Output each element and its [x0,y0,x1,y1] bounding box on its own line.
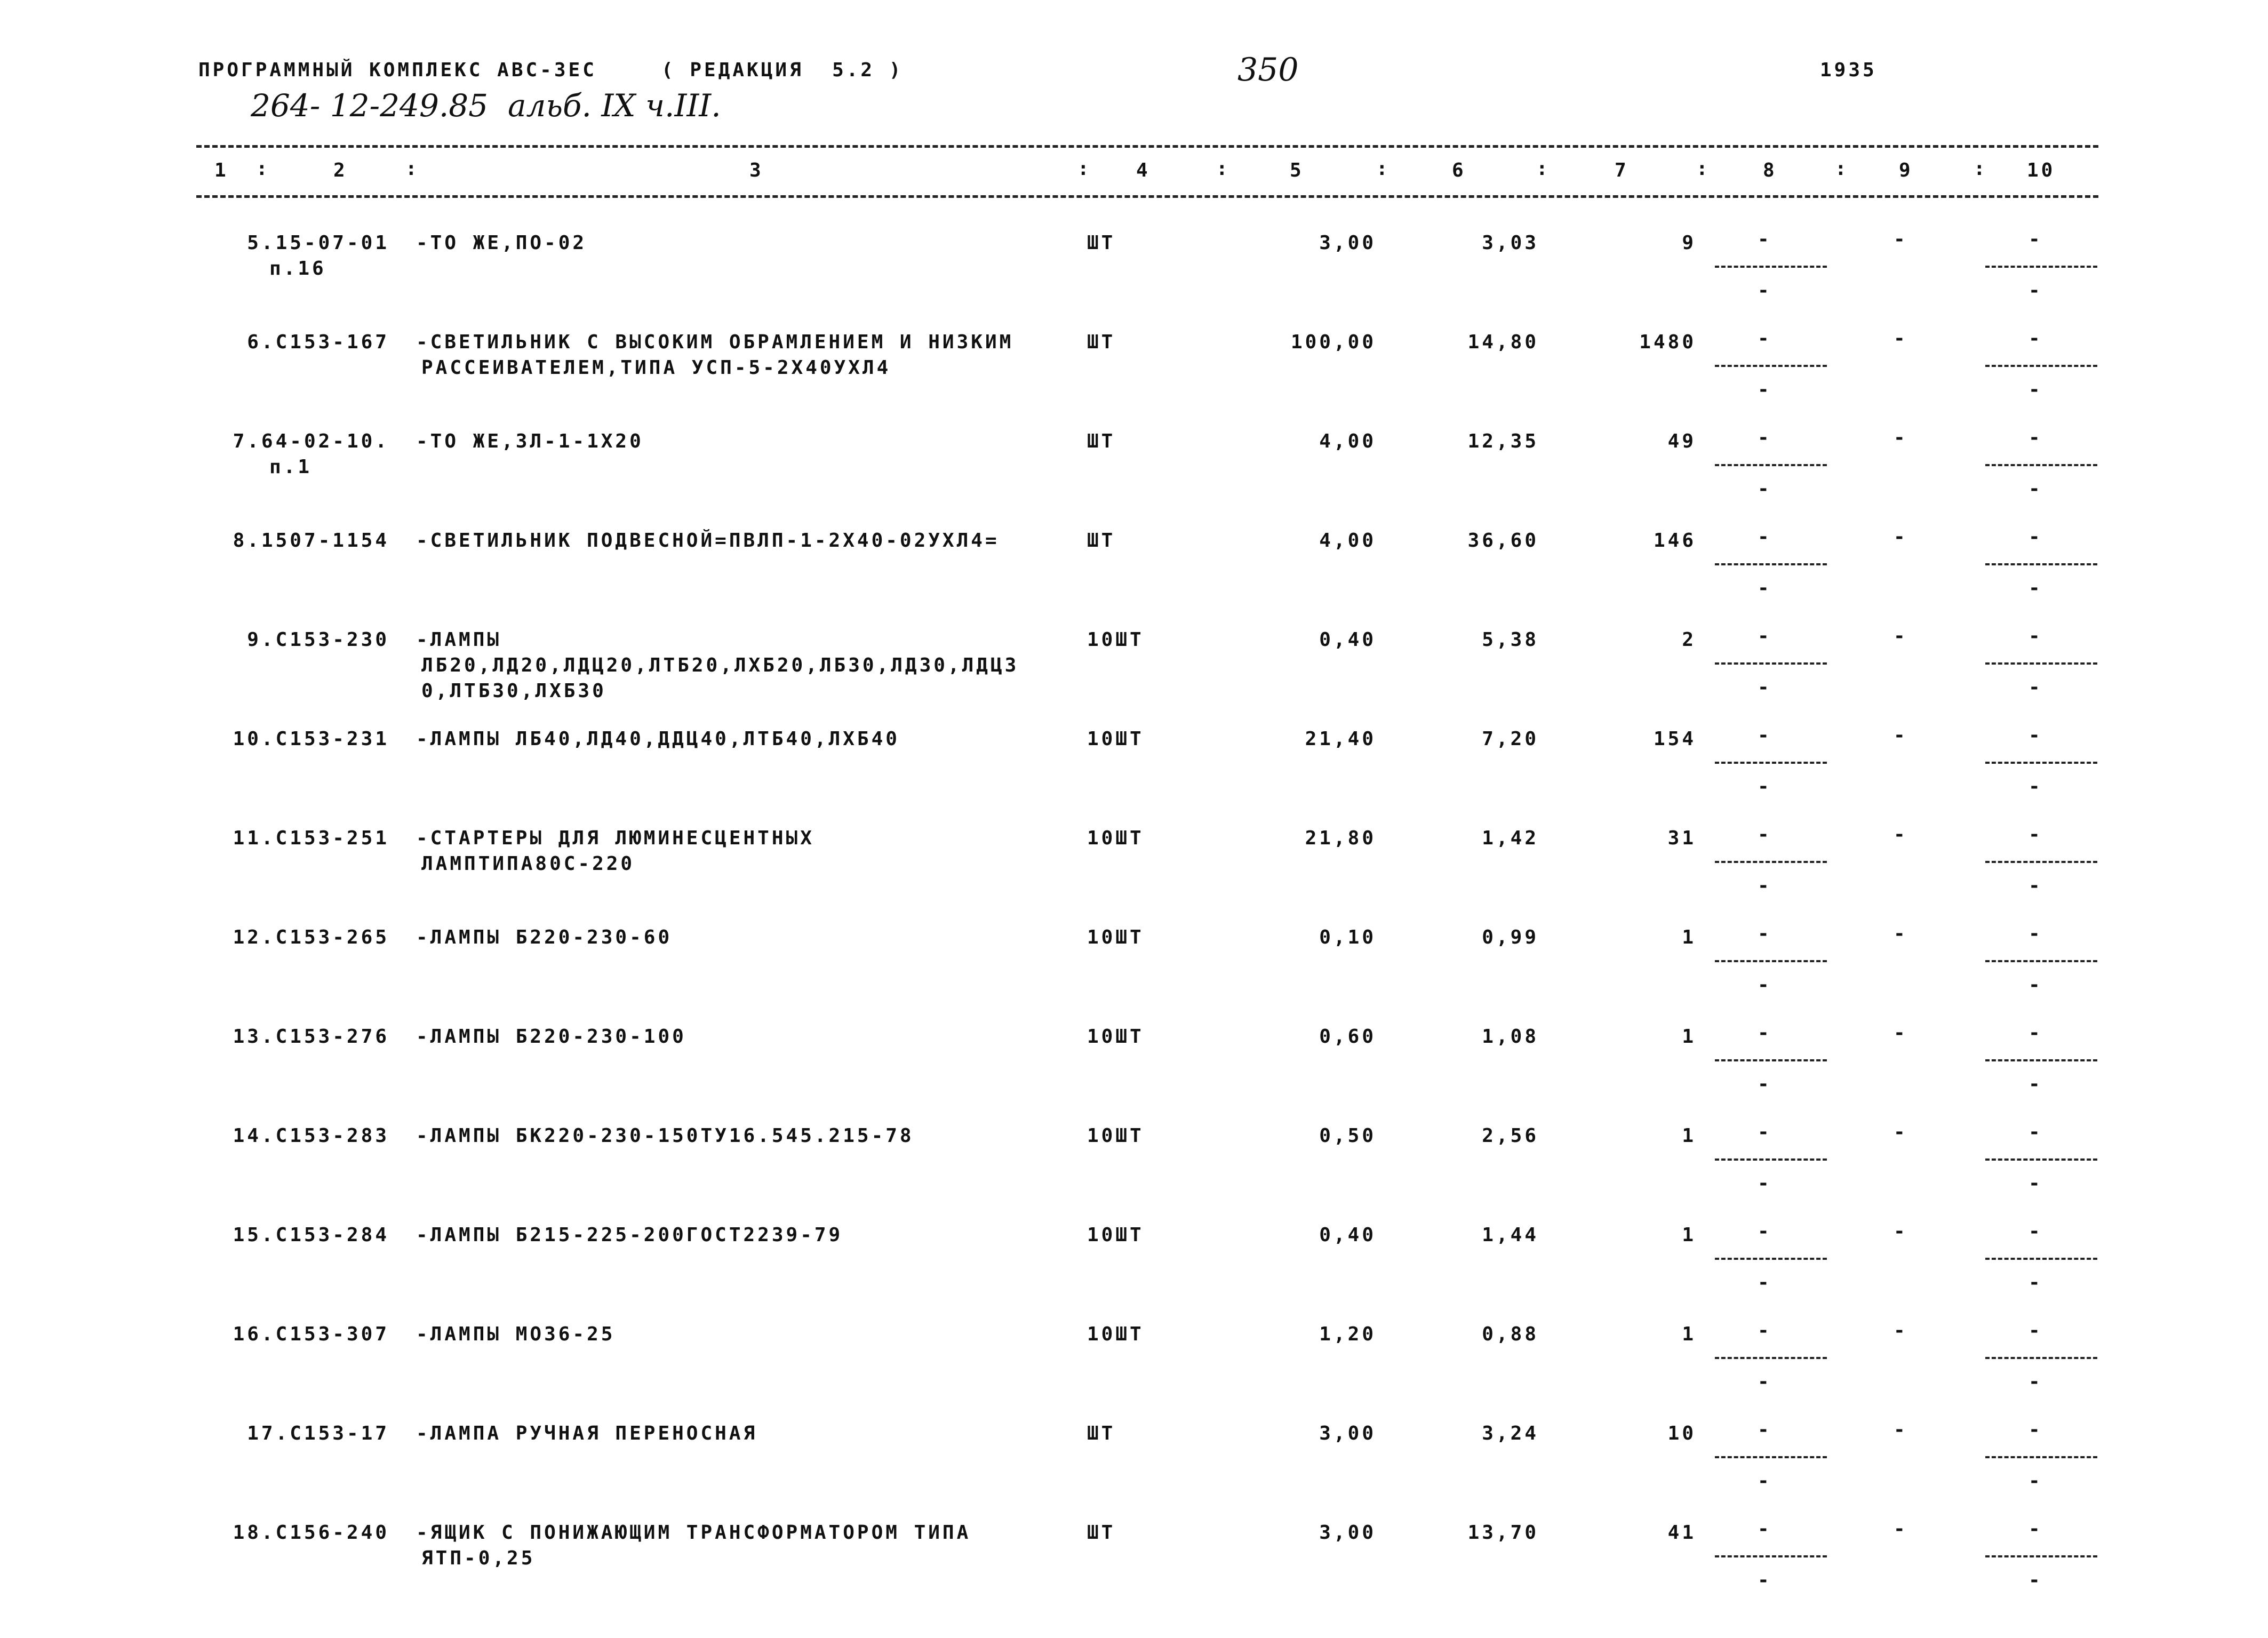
row-total: 1480 [1639,331,1696,353]
row-description: ЛАМПТИПА80С-220 [421,853,635,875]
row-position: 14.С153-283 [233,1125,389,1147]
column-separator: : [1376,158,1388,180]
col8-bottom-mark: - [1758,1371,1769,1393]
row-unit: 10ШТ [1087,1323,1144,1345]
col10-bottom-mark: - [2029,1470,2040,1492]
col10-top-mark: - [2029,427,2040,449]
row-description: ЛБ20,ЛД20,ЛДЦ20,ЛТБ20,ЛХБ20,ЛБ30,ЛД30,ЛДЦ3 [421,654,1019,676]
col8-bottom-mark: - [1758,577,1769,599]
row-unit-price: 3,24 [1482,1423,1539,1444]
col9-mark: - [1894,625,1905,647]
col10-divider [1985,1258,2097,1260]
col8-bottom-mark: - [1758,875,1769,897]
col8-top-mark: - [1758,1320,1769,1341]
row-quantity: 3,00 [1319,1423,1376,1444]
row-unit: ШТ [1087,331,1116,353]
col8-top-mark: - [1758,824,1769,845]
col9-mark: - [1894,1320,1905,1341]
row-description: -ЯЩИК С ПОНИЖАЮЩИМ ТРАНСФОРМАТОРОМ ТИПА [416,1522,971,1544]
row-position: 13.С153-276 [233,1026,389,1048]
column-header-1: 1 [214,159,229,181]
row-unit-price: 3,03 [1482,232,1539,254]
col10-divider [1985,1555,2097,1557]
document-code: 1935 [1820,59,1877,81]
col8-top-mark: - [1758,923,1769,945]
col9-mark: - [1894,526,1905,548]
col8-bottom-mark: - [1758,478,1769,500]
row-description: -ЛАМПЫ МО36-25 [416,1323,616,1345]
row-unit-price: 2,56 [1482,1125,1539,1147]
row-quantity: 4,00 [1319,530,1376,552]
row-position: 8.1507-1154 [233,530,389,552]
row-unit: 10ШТ [1087,728,1144,750]
row-description: -СТАРТЕРЫ ДЛЯ ЛЮМИНЕСЦЕНТНЫХ [416,827,814,849]
row-description: -ЛАМПЫ Б220-230-100 [416,1026,686,1048]
column-separator: : [1974,158,1985,180]
row-total: 1 [1682,1125,1696,1147]
row-description: -ТО ЖЕ,ПО-02 [416,232,587,254]
column-header-4: 4 [1136,159,1151,181]
row-unit: 10ШТ [1087,629,1144,651]
col8-divider [1715,861,1827,863]
col10-divider [1985,662,2097,665]
row-unit-price: 1,42 [1482,827,1539,849]
col8-bottom-mark: - [1758,974,1769,996]
row-total: 154 [1653,728,1696,750]
col9-mark: - [1894,327,1905,349]
row-quantity: 0,50 [1319,1125,1376,1147]
row-unit: ШТ [1087,232,1116,254]
col10-top-mark: - [2029,625,2040,647]
row-description: -ЛАМПА РУЧНАЯ ПЕРЕНОСНАЯ [416,1423,758,1444]
col8-divider [1715,1456,1827,1458]
col10-bottom-mark: - [2029,676,2040,698]
column-header-6: 6 [1452,159,1466,181]
col10-divider [1985,762,2097,764]
col8-bottom-mark: - [1758,776,1769,797]
col9-mark: - [1894,1220,1905,1242]
row-unit-price: 1,08 [1482,1026,1539,1048]
col8-top-mark: - [1758,526,1769,548]
row-total: 2 [1682,629,1696,651]
row-total: 31 [1667,827,1696,849]
col8-top-mark: - [1758,1518,1769,1540]
row-unit: ШТ [1087,530,1116,552]
column-header-2: 2 [333,159,348,181]
col10-bottom-mark: - [2029,279,2040,301]
col10-bottom-mark: - [2029,379,2040,401]
col9-mark: - [1894,1518,1905,1540]
col10-bottom-mark: - [2029,577,2040,599]
col10-divider [1985,1357,2097,1359]
col8-divider [1715,464,1827,466]
row-total: 146 [1653,530,1696,552]
row-unit: 10ШТ [1087,827,1144,849]
col8-bottom-mark: - [1758,1172,1769,1194]
row-quantity: 3,00 [1319,1522,1376,1544]
row-unit: ШТ [1087,430,1116,452]
col10-top-mark: - [2029,228,2040,250]
row-position: 9.С153-230 [247,629,389,651]
row-position: 10.С153-231 [233,728,389,750]
col9-mark: - [1894,824,1905,845]
col10-bottom-mark: - [2029,974,2040,996]
row-total: 10 [1667,1423,1696,1444]
edition-label: ( РЕДАКЦИЯ 5.2 ) [661,59,904,81]
col8-divider [1715,1158,1827,1161]
row-quantity: 3,00 [1319,232,1376,254]
col10-divider [1985,365,2097,367]
col8-bottom-mark: - [1758,676,1769,698]
col10-top-mark: - [2029,923,2040,945]
col8-divider [1715,1059,1827,1061]
column-header-5: 5 [1290,159,1304,181]
col10-top-mark: - [2029,1022,2040,1044]
header-rule-bottom [196,195,2098,198]
col8-divider [1715,365,1827,367]
col8-divider [1715,1357,1827,1359]
col10-bottom-mark: - [2029,1272,2040,1293]
row-position: 5.15-07-01 [247,232,389,254]
row-unit-price: 1,44 [1482,1224,1539,1246]
row-unit-price: 0,88 [1482,1323,1539,1345]
column-separator: : [1696,158,1708,180]
row-quantity: 21,40 [1305,728,1376,750]
row-position: 11.С153-251 [233,827,389,849]
row-unit: ШТ [1087,1423,1116,1444]
row-unit-price: 7,20 [1482,728,1539,750]
col10-divider [1985,563,2097,565]
row-quantity: 100,00 [1290,331,1376,353]
row-position: 7.64-02-10. [233,430,389,452]
col10-top-mark: - [2029,1419,2040,1441]
col8-divider [1715,762,1827,764]
col10-bottom-mark: - [2029,1371,2040,1393]
col8-divider [1715,1555,1827,1557]
col8-top-mark: - [1758,1220,1769,1242]
row-unit-price: 0,99 [1482,926,1539,948]
col10-top-mark: - [2029,1518,2040,1540]
row-description: 0,ЛТБ30,ЛХБ30 [421,680,606,702]
col10-divider [1985,1158,2097,1161]
row-description: -ЛАМПЫ Б220-230-60 [416,926,673,948]
col9-mark: - [1894,1022,1905,1044]
col8-top-mark: - [1758,724,1769,746]
column-separator: : [1835,158,1847,180]
col10-top-mark: - [2029,1220,2040,1242]
column-separator: : [1536,158,1548,180]
row-description: ЯТП-0,25 [421,1547,536,1569]
row-position: 15.С153-284 [233,1224,389,1246]
col8-top-mark: - [1758,1419,1769,1441]
row-unit-price: 14,80 [1467,331,1539,353]
row-position: 17.С153-17 [247,1423,389,1444]
row-position: 18.С156-240 [233,1522,389,1544]
row-quantity: 0,60 [1319,1026,1376,1048]
col8-divider [1715,662,1827,665]
col8-divider [1715,960,1827,962]
col9-mark: - [1894,427,1905,449]
col10-top-mark: - [2029,824,2040,845]
row-description: -ЛАМПЫ [416,629,502,651]
col10-top-mark: - [2029,1121,2040,1143]
col10-bottom-mark: - [2029,1569,2040,1591]
col10-top-mark: - [2029,724,2040,746]
row-total: 1 [1682,1026,1696,1048]
col8-bottom-mark: - [1758,1470,1769,1492]
row-description: -ТО ЖЕ,ЗЛ-1-1Х20 [416,430,644,452]
row-unit-price: 36,60 [1467,530,1539,552]
column-header-8: 8 [1763,159,1777,181]
col10-bottom-mark: - [2029,875,2040,897]
col8-bottom-mark: - [1758,1569,1769,1591]
row-unit: 10ШТ [1087,1224,1144,1246]
row-position: 16.С153-307 [233,1323,389,1345]
row-unit: ШТ [1087,1522,1116,1544]
col8-divider [1715,1258,1827,1260]
col8-top-mark: - [1758,327,1769,349]
col10-bottom-mark: - [2029,478,2040,500]
column-header-7: 7 [1615,159,1629,181]
row-total: 41 [1667,1522,1696,1544]
handwritten-reference: 264- 12-249.85 альб. IX ч.III. [251,87,721,124]
col10-divider [1985,960,2097,962]
col8-top-mark: - [1758,625,1769,647]
row-position: 12.С153-265 [233,926,389,948]
row-quantity: 0,40 [1319,629,1376,651]
row-position-sub: п.1 [269,456,313,478]
col8-top-mark: - [1758,228,1769,250]
row-unit: 10ШТ [1087,1026,1144,1048]
row-unit-price: 12,35 [1467,430,1539,452]
column-header-9: 9 [1899,159,1913,181]
page-number: 350 [1237,51,1299,89]
col8-divider [1715,266,1827,268]
row-position: 6.С153-167 [247,331,389,353]
col8-bottom-mark: - [1758,279,1769,301]
col9-mark: - [1894,724,1905,746]
row-quantity: 0,40 [1319,1224,1376,1246]
col10-top-mark: - [2029,1320,2040,1341]
row-total: 1 [1682,1323,1696,1345]
col10-divider [1985,1059,2097,1061]
row-description: -ЛАМПЫ Б215-225-200ГОСТ2239-79 [416,1224,843,1246]
row-description: -ЛАМПЫ БК220-230-150ТУ16.545.215-78 [416,1125,914,1147]
column-separator: : [405,158,417,180]
row-unit: 10ШТ [1087,926,1144,948]
col8-bottom-mark: - [1758,379,1769,401]
column-header-3: 3 [749,159,764,181]
col10-bottom-mark: - [2029,1172,2040,1194]
col10-bottom-mark: - [2029,1073,2040,1095]
column-header-10: 10 [2027,159,2056,181]
col10-bottom-mark: - [2029,776,2040,797]
row-quantity: 1,20 [1319,1323,1376,1345]
column-separator: : [256,158,268,180]
row-description: -СВЕТИЛЬНИК ПОДВЕСНОЙ=ПВЛП-1-2Х40-02УХЛ4= [416,530,1000,552]
row-quantity: 4,00 [1319,430,1376,452]
col8-top-mark: - [1758,427,1769,449]
col8-top-mark: - [1758,1121,1769,1143]
col9-mark: - [1894,228,1905,250]
row-description: -СВЕТИЛЬНИК С ВЫСОКИМ ОБРАМЛЕНИЕМ И НИЗКИМ [416,331,1014,353]
col9-mark: - [1894,923,1905,945]
row-unit: 10ШТ [1087,1125,1144,1147]
col10-divider [1985,1456,2097,1458]
row-quantity: 0,10 [1319,926,1376,948]
col10-top-mark: - [2029,526,2040,548]
column-separator: : [1216,158,1228,180]
row-total: 9 [1682,232,1696,254]
col9-mark: - [1894,1121,1905,1143]
row-total: 1 [1682,926,1696,948]
row-quantity: 21,80 [1305,827,1376,849]
program-title: ПРОГРАММНЫЙ КОМПЛЕКС АВС-3ЕС [198,59,597,81]
row-description: РАССЕИВАТЕЛЕМ,ТИПА УСП-5-2Х40УХЛ4 [421,357,891,379]
col8-divider [1715,563,1827,565]
row-total: 49 [1667,430,1696,452]
col10-divider [1985,266,2097,268]
col8-bottom-mark: - [1758,1073,1769,1095]
col9-mark: - [1894,1419,1905,1441]
col10-top-mark: - [2029,327,2040,349]
row-total: 1 [1682,1224,1696,1246]
row-unit-price: 5,38 [1482,629,1539,651]
col8-top-mark: - [1758,1022,1769,1044]
col10-divider [1985,464,2097,466]
row-position-sub: п.16 [269,258,326,279]
col10-divider [1985,861,2097,863]
row-description: -ЛАМПЫ ЛБ40,ЛД40,ДДЦ40,ЛТБ40,ЛХБ40 [416,728,900,750]
col8-bottom-mark: - [1758,1272,1769,1293]
header-rule-top [196,145,2098,148]
column-separator: : [1077,158,1089,180]
row-unit-price: 13,70 [1467,1522,1539,1544]
